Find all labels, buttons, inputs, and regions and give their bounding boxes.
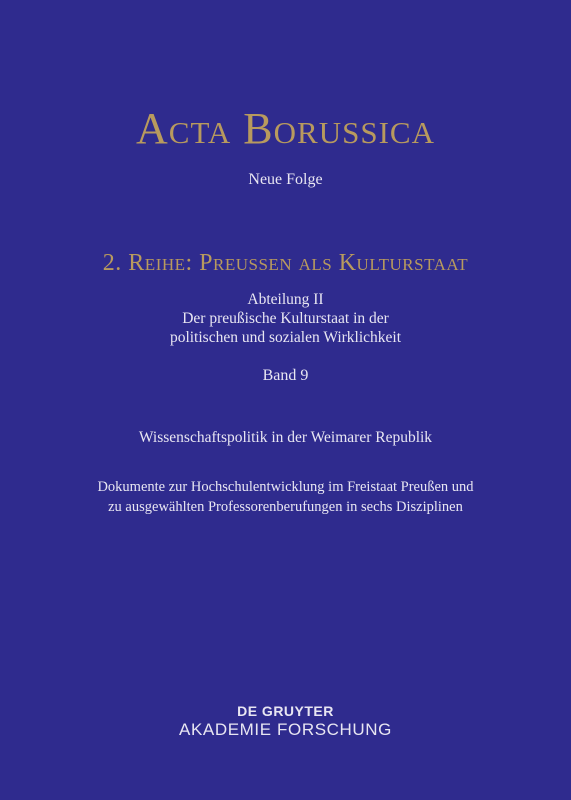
description-line: zu ausgewählten Professorenberufungen in sechs Disziplinen bbox=[108, 499, 463, 515]
division-block bbox=[0, 290, 571, 347]
description-line: Dokumente zur Hochschulentwicklung im Freistaat Preußen und bbox=[97, 479, 474, 495]
cover-subtitle: Neue Folge bbox=[248, 171, 323, 188]
volume-number: Band 9 bbox=[262, 367, 309, 384]
publisher-logo bbox=[0, 703, 571, 740]
book-description bbox=[0, 477, 571, 517]
division-line: Der preußische Kulturstaat in der bbox=[182, 310, 389, 327]
cover-title: Acta Borussica bbox=[136, 104, 435, 153]
publisher-name: DE GRUYTER bbox=[237, 703, 334, 719]
book-title: Wissenschaftspolitik in der Weimarer Republik bbox=[138, 429, 433, 446]
division-line: politischen und sozialen Wirklichkeit bbox=[169, 329, 402, 346]
publisher-imprint: AKADEMIE FORSCHUNG bbox=[179, 720, 392, 739]
division-line: Abteilung II bbox=[247, 291, 324, 308]
series-title: 2. Reihe: Preussen als Kulturstaat bbox=[102, 250, 469, 276]
